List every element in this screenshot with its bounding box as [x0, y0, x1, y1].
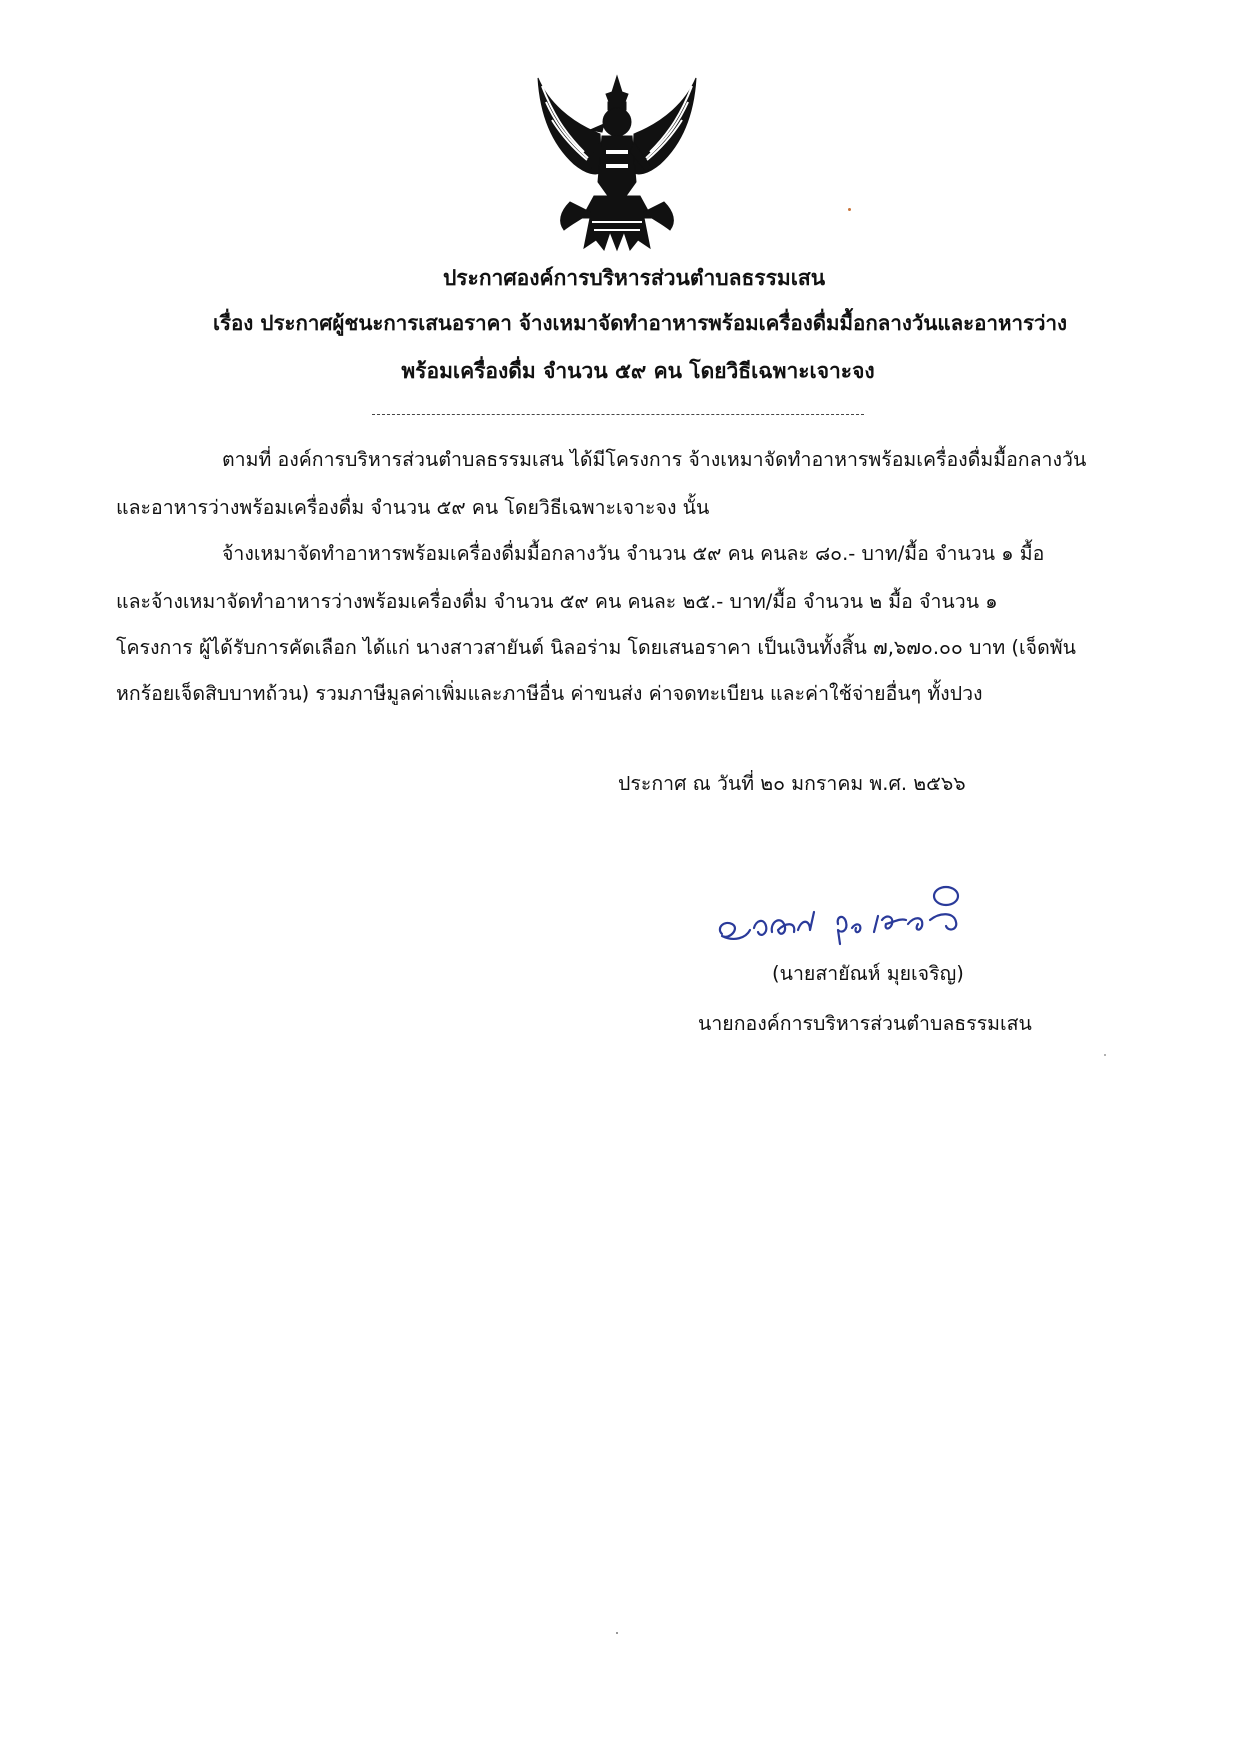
announcement-date: ประกาศ ณ วันที่ ๒๐ มกราคม พ.ศ. ๒๕๖๖	[618, 772, 966, 795]
body-line: หกร้อยเจ็ดสิบบาทถ้วน) รวมภาษีมูลค่าเพิ่มและภาษีอื่น ค่าขนส่ง ค่าจดทะเบียน และค่าใช้จ่ายอื่นๆ ทั้งปวง	[116, 682, 983, 705]
scan-speck	[616, 1632, 618, 1634]
announcement-subject: เรื่อง ประกาศผู้ชนะการเสนอราคา จ้างเหมาจัดทำอาหารพร้อมเครื่องดื่มมื้อกลางวันและอาหารว่าง	[212, 311, 1068, 335]
handwritten-signature	[710, 872, 1010, 962]
body-line: จ้างเหมาจัดทำอาหารพร้อมเครื่องดื่มมื้อกลางวัน จำนวน ๕๙ คน คนละ ๘๐.- บาท/มื้อ จำนวน ๑ มื้อ	[222, 542, 1045, 565]
body-line: ตามที่ องค์การบริหารส่วนตำบลธรรมเสน ได้มีโครงการ จ้างเหมาจัดทำอาหารพร้อมเครื่องดื่มมื้อกลางวัน	[222, 448, 1087, 471]
signatory-title: นายกองค์การบริหารส่วนตำบลธรรมเสน	[698, 1012, 1032, 1035]
body-line: และอาหารว่างพร้อมเครื่องดื่ม จำนวน ๕๙ คน โดยวิธีเฉพาะเจาะจง นั้น	[116, 496, 710, 519]
announcement-subject-continued: พร้อมเครื่องดื่ม จำนวน ๕๙ คน โดยวิธีเฉพาะเจาะจง	[401, 359, 875, 383]
signatory-name: (นายสายัณห์ มุยเจริญ)	[772, 962, 964, 985]
scan-speck	[1104, 1054, 1106, 1056]
dashed-divider	[372, 414, 864, 415]
body-line: โครงการ ผู้ได้รับการคัดเลือก ได้แก่ นางสาวสายันต์ นิลอร่าม โดยเสนอราคา เป็นเงินทั้งสิ้น ๗,๖๗๐.๐๐ บาท (เจ็ดพัน	[116, 636, 1076, 659]
announcement-heading: ประกาศองค์การบริหารส่วนตำบลธรรมเสน	[442, 266, 826, 290]
scan-speck	[848, 208, 851, 211]
garuda-emblem-icon	[530, 72, 705, 252]
body-line: และจ้างเหมาจัดทำอาหารว่างพร้อมเครื่องดื่ม จำนวน ๕๙ คน คนละ ๒๕.- บาท/มื้อ จำนวน ๒ มื้อ จำนวน ๑	[116, 590, 998, 613]
